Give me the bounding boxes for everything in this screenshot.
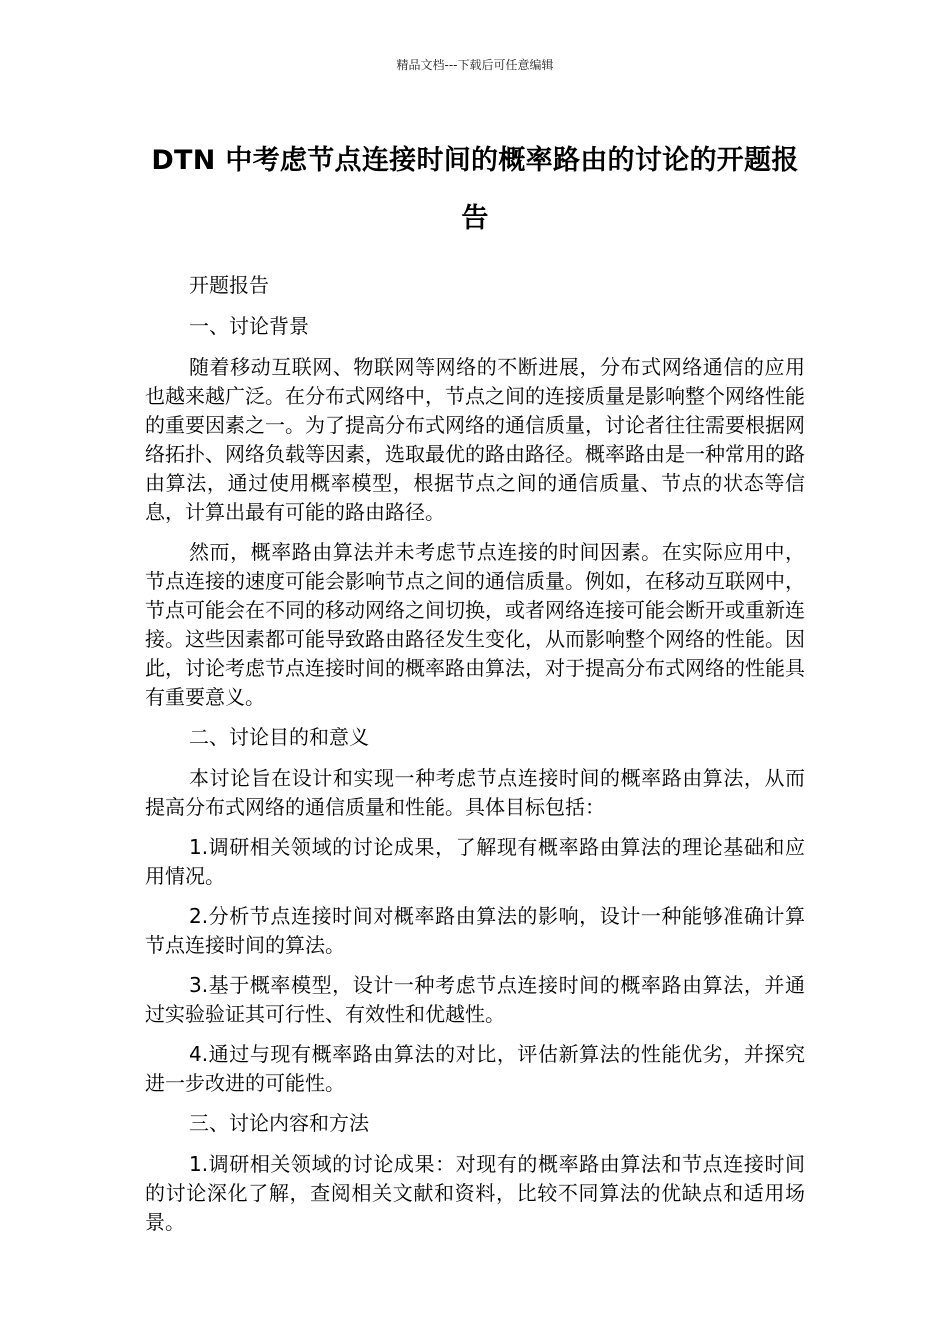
list-item: 3.基于概率模型，设计一种考虑节点连接时间的概率路由算法，并通过实验验证其可行性、有效性和优越性。: [145, 973, 805, 1026]
document-title: DTN 中考虑节点连接时间的概率路由的讨论的开题报告: [151, 145, 799, 234]
section-heading-content-methods: 三、讨论内容和方法: [189, 1111, 369, 1135]
section-heading-background: 一、讨论背景: [189, 314, 309, 338]
list-item: 1.调研相关领域的讨论成果，了解现有概率路由算法的理论基础和应用情况。: [145, 835, 805, 888]
list-item: 1.调研相关领域的讨论成果：对现有的概率路由算法和节点连接时间的讨论深化了解，查阅相关文献和资料，比较不同算法的优缺点和适用场景。: [145, 1152, 805, 1234]
paragraph: 本讨论旨在设计和实现一种考虑节点连接时间的概率路由算法，从而提高分布式网络的通信质量和性能。具体目标包括：: [145, 766, 805, 819]
paragraph: 随着移动互联网、物联网等网络的不断进展，分布式网络通信的应用也越来越广泛。在分布式网络中，节点之间的连接质量是影响整个网络性能的重要因素之一。为了提高分布式网络的通信质量，讨论者往往需要根据网络拓扑、网络负载等因素，选取最优的路由路径。概率路由是一种常用的路由算法，通过使用概率模型，根据节点之间的通信质量、节点的状态等信息，计算出最有可能的路由路径。: [145, 355, 805, 524]
paragraph: 然而，概率路由算法并未考虑节点连接的时间因素。在实际应用中，节点连接的速度可能会影响节点之间的通信质量。例如，在移动互联网中，节点可能会在不同的移动网络之间切换，或者网络连接可能会断开或重新连接。这些因素都可能导致路由路径发生变化，从而影响整个网络的性能。因此，讨论考虑节点连接时间的概率路由算法，对于提高分布式网络的性能具有重要意义。: [145, 540, 805, 709]
document-body: [145, 271, 805, 1248]
section-heading-proposal: 开题报告: [189, 273, 269, 297]
list-item: 4.通过与现有概率路由算法的对比，评估新算法的性能优劣，并探究进一步改进的可能性。: [145, 1042, 805, 1095]
section-heading-purpose: 二、讨论目的和意义: [189, 725, 369, 749]
page-header: 精品文档---下载后可任意编辑: [396, 58, 554, 72]
list-item: 2.分析节点连接时间对概率路由算法的影响，设计一种能够准确计算节点连接时间的算法。: [145, 904, 805, 957]
